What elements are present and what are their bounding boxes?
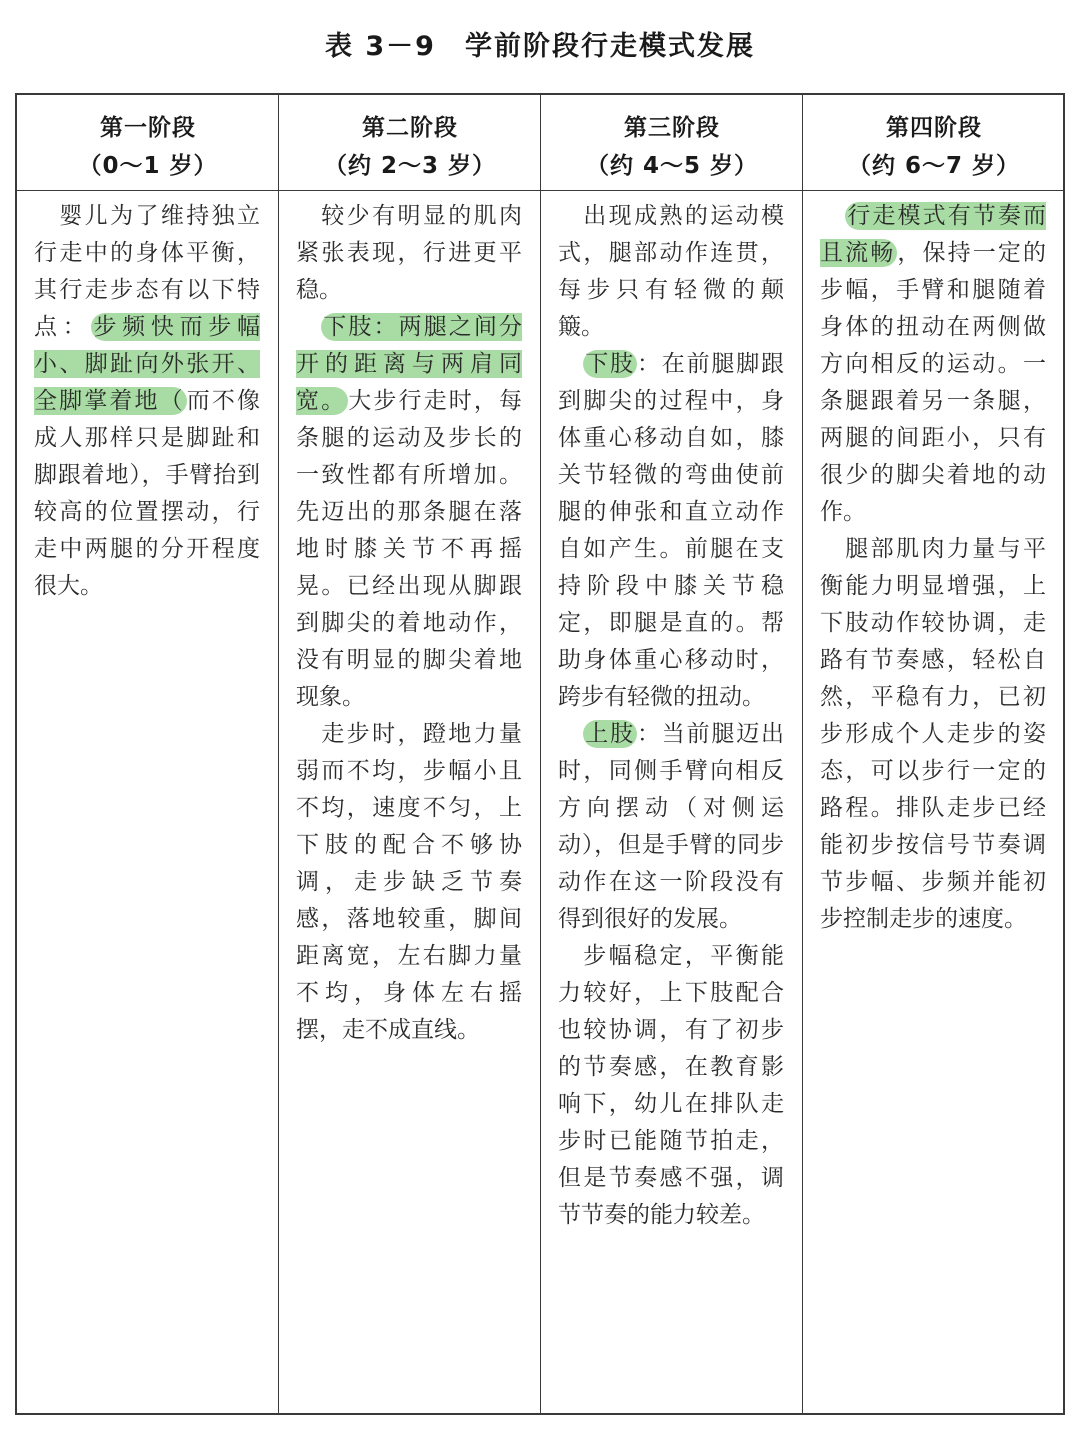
description-paragraph xyxy=(820,198,1046,531)
highlighted-text: 行走模式有节奏而且流畅 xyxy=(820,203,1046,266)
stage-age: （约 2～3 岁） xyxy=(323,153,497,179)
stage-name: 第一阶段 xyxy=(100,115,196,141)
paragraph-text: 走步时，蹬地力量弱而不均，步幅小且不均，速度不匀，上下肢的配合不够协调，走步缺乏节奏感，落地较重，脚间距离宽，左右脚力量不均，身体左右摇摆，走不成直线。 xyxy=(296,721,522,1043)
description-paragraph xyxy=(558,716,784,938)
description-paragraph xyxy=(558,198,784,346)
stage-age: （约 6～7 岁） xyxy=(847,153,1021,179)
header-divider xyxy=(17,190,1063,191)
description-paragraph xyxy=(296,198,522,309)
column-divider xyxy=(540,95,541,1413)
paragraph-text: 较少有明显的肌肉紧张表现，行进更平稳。 xyxy=(296,203,522,303)
paragraph-text: ：当前腿迈出时，同侧手臂向相反方向摆动（对侧运动），但是手臂的同步动作在这一阶段没有得到很好的发展。 xyxy=(558,721,785,932)
body-cell-stage-2 xyxy=(296,198,522,1049)
walking-pattern-table xyxy=(15,93,1065,1415)
table-title: 表 3－9 学前阶段行走模式发展 xyxy=(325,31,755,62)
paragraph-text: 大步行走时，每条腿的运动及步长的一致性都有所增加。先迈出的那条腿在落地时膝关节不再摇晃。已经出现从脚跟到脚尖的着地动作，没有明显的脚尖着地现象。 xyxy=(296,388,522,710)
stage-age: （约 4～5 岁） xyxy=(585,153,759,179)
highlighted-text: 下肢 xyxy=(585,351,635,377)
body-cell-stage-4 xyxy=(820,198,1046,938)
description-paragraph xyxy=(558,346,784,716)
paragraph-text: 步幅稳定，平衡能力较好，上下肢配合也较协调，有了初步的节奏感，在教育影响下，幼儿在排队走步时已能随节拍走，但是节奏感不强，调节节奏的能力较差。 xyxy=(558,943,784,1228)
paragraph-text: 而不像成人那样只是脚趾和脚跟着地），手臂抬到较高的位置摆动，行走中两腿的分开程度很大。 xyxy=(34,388,260,599)
paragraph-text: ，保持一定的步幅，手臂和腿随着身体的扭动在两侧做方向相反的运动。一条腿跟着另一条腿，两腿的间距小，只有很少的脚尖着地的动作。 xyxy=(820,240,1046,525)
paragraph-text: 婴儿为了维持独立行走中的身体平衡，其行走步态有以下特点： xyxy=(34,203,260,340)
description-paragraph xyxy=(34,198,260,605)
stage-name: 第四阶段 xyxy=(886,115,982,141)
highlighted-text: 上肢 xyxy=(585,721,635,747)
body-cell-stage-3 xyxy=(558,198,784,1234)
description-paragraph xyxy=(820,531,1046,938)
header-cell-stage-2 xyxy=(279,95,541,190)
stage-age: （0～1 岁） xyxy=(78,153,218,179)
description-paragraph xyxy=(296,309,522,716)
body-cell-stage-1 xyxy=(34,198,260,605)
header-cell-stage-1 xyxy=(17,95,279,190)
header-cell-stage-4 xyxy=(803,95,1065,190)
paragraph-text: ：在前腿脚跟到脚尖的过程中，身体重心移动自如，膝关节轻微的弯曲使前腿的伸张和直立动作自如产生。前腿在支持阶段中膝关节稳定，即腿是直的。帮助身体重心移动时，跨步有轻微的扭动。 xyxy=(558,351,785,710)
column-divider xyxy=(278,95,279,1413)
stage-name: 第三阶段 xyxy=(624,115,720,141)
description-paragraph xyxy=(296,716,522,1049)
highlighted-text: 步频快而步幅小、脚趾向外张开、全脚掌着地（ xyxy=(34,314,261,414)
paragraph-text: 出现成熟的运动模式，腿部动作连贯，每步只有轻微的颠簸。 xyxy=(558,203,784,340)
header-cell-stage-3 xyxy=(541,95,803,190)
stage-name: 第二阶段 xyxy=(362,115,458,141)
column-divider xyxy=(802,95,803,1413)
description-paragraph xyxy=(558,938,784,1234)
highlighted-text: 下肢：两腿之间分开的距离与两肩同宽。 xyxy=(296,314,522,414)
paragraph-text: 腿部肌肉力量与平衡能力明显增强，上下肢动作较协调，走路有节奏感，轻松自然，平稳有力，已初步形成个人走步的姿态，可以步行一定的路程。排队走步已经能初步按信号节奏调节步幅、步频并能初步控制走步的速度。 xyxy=(820,536,1046,932)
